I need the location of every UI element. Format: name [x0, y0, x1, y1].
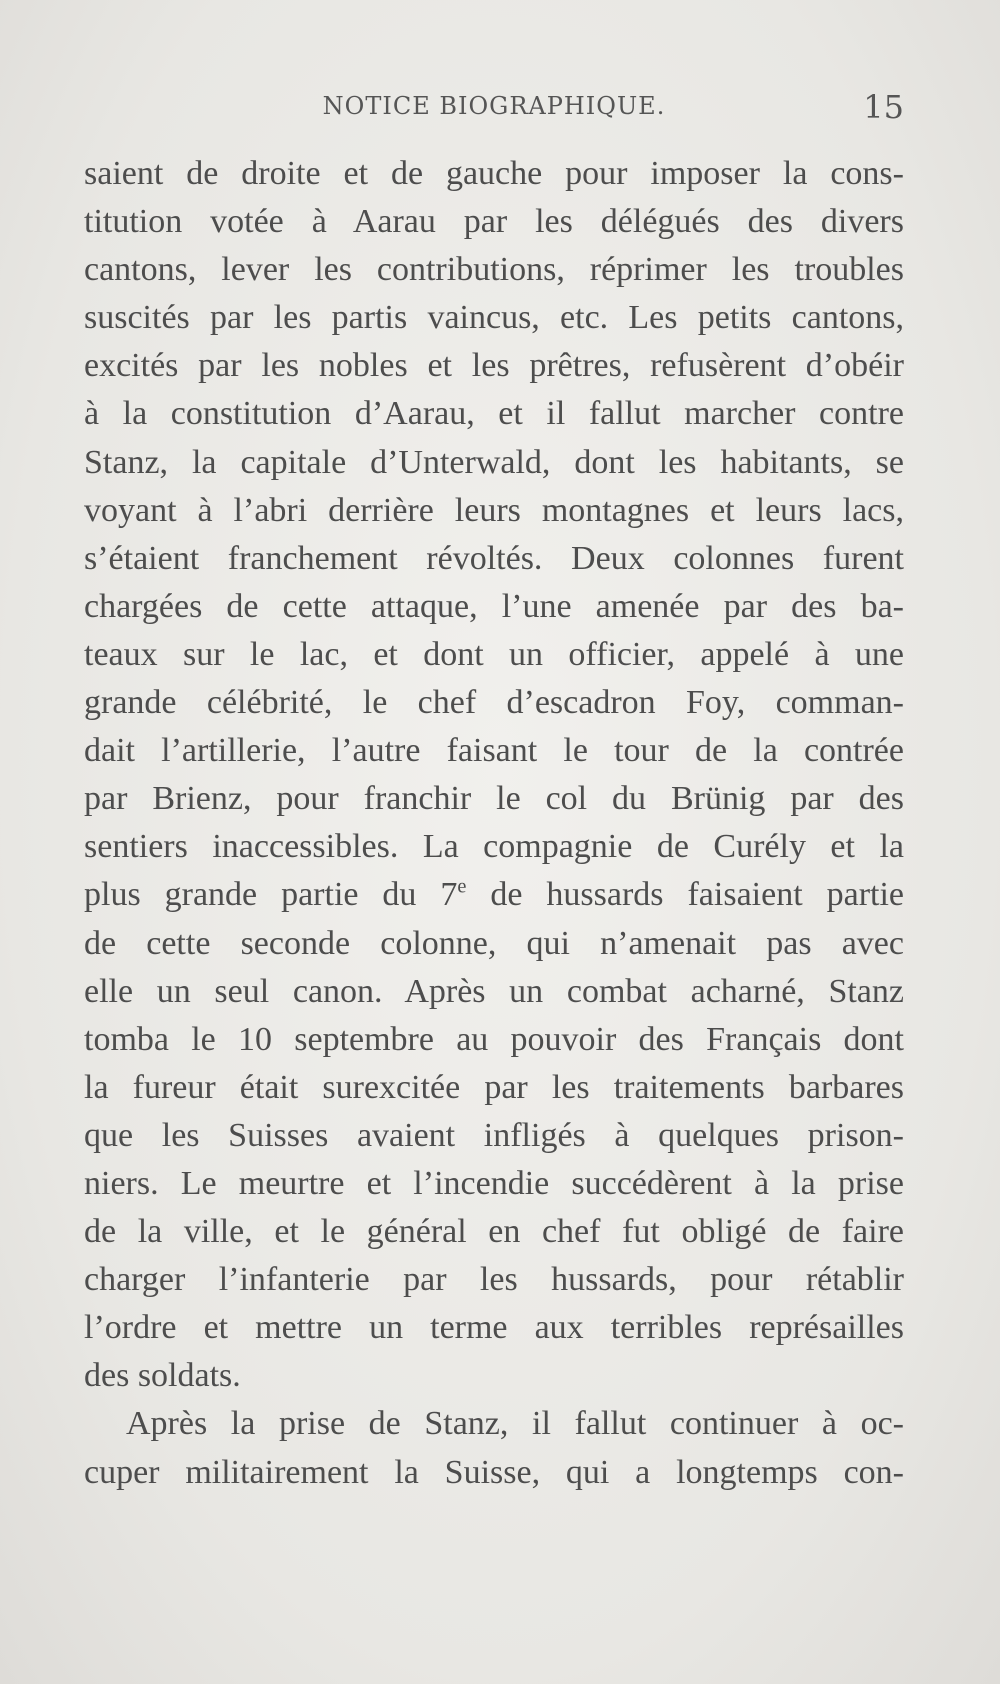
text-line: tomba le 10 septembre au pouvoir des Français dont — [84, 1020, 904, 1058]
text-line: charger l’infanterie par les hussards, pour rétablir — [84, 1261, 904, 1299]
text-line: la fureur était surexcitée par les traitements barbares — [84, 1068, 904, 1106]
text-line: chargées de cette attaque, l’une amenée par des ba- — [84, 587, 904, 625]
superscript-e: e — [457, 876, 467, 899]
text-line: elle un seul canon. Après un combat acharné, Stanz — [84, 972, 904, 1010]
page-header — [84, 88, 904, 132]
text-line: Après la prise de Stanz, il fallut continuer à oc- — [126, 1405, 904, 1443]
text-line: saient de droite et de gauche pour imposer la cons- — [84, 155, 904, 192]
text-line: s’étaient franchement révoltés. Deux colonnes furent — [84, 539, 904, 577]
text-line: des soldats. — [84, 1357, 241, 1395]
text-line: grande célébrité, le chef d’escadron Foy, comman- — [84, 684, 904, 722]
line-segment: plus grande partie du 7 — [84, 876, 458, 914]
text-line: voyant à l’abri derrière leurs montagnes et leurs lacs, — [84, 491, 904, 529]
text-line: par Brienz, pour franchir le col du Brünig par des — [84, 780, 904, 818]
text-line: sentiers inaccessibles. La compagnie de Curély et la — [84, 828, 904, 866]
text-line: cuper militairement la Suisse, qui a longtemps con- — [84, 1453, 904, 1491]
text-line: titution votée à Aarau par les délégués des divers — [84, 203, 904, 241]
text-line: de la ville, et le général en chef fut obligé de faire — [84, 1213, 904, 1251]
text-line: niers. Le meurtre et l’incendie succédèrent à la prise — [84, 1164, 904, 1202]
text-line: que les Suisses avaient infligés à quelques prison- — [84, 1116, 904, 1154]
text-line: cantons, lever les contributions, réprimer les troubles — [84, 251, 904, 289]
running-title: NOTICE BIOGRAPHIQUE. — [322, 92, 666, 120]
text-line: à la constitution d’Aarau, et il fallut marcher contre — [84, 395, 904, 433]
body-text — [84, 150, 904, 1497]
line-segment: de hussards faisaient partie — [466, 876, 904, 914]
text-line: dait l’artillerie, l’autre faisant le tour de la contrée — [84, 732, 904, 770]
text-line: Stanz, la capitale d’Unterwald, dont les habitants, se — [84, 443, 904, 481]
text-line: excités par les nobles et les prêtres, refusèrent d’obéir — [84, 347, 904, 385]
text-line: l’ordre et mettre un terme aux terribles représailles — [84, 1309, 904, 1347]
text-line: teaux sur le lac, et dont un officier, appelé à une — [84, 635, 904, 673]
page-number: 15 — [863, 88, 904, 126]
text-line: de cette seconde colonne, qui n’amenait pas avec — [84, 924, 904, 962]
text-line-with-superscript — [84, 871, 904, 919]
text-line: suscités par les partis vaincus, etc. Les petits cantons, — [84, 299, 904, 337]
